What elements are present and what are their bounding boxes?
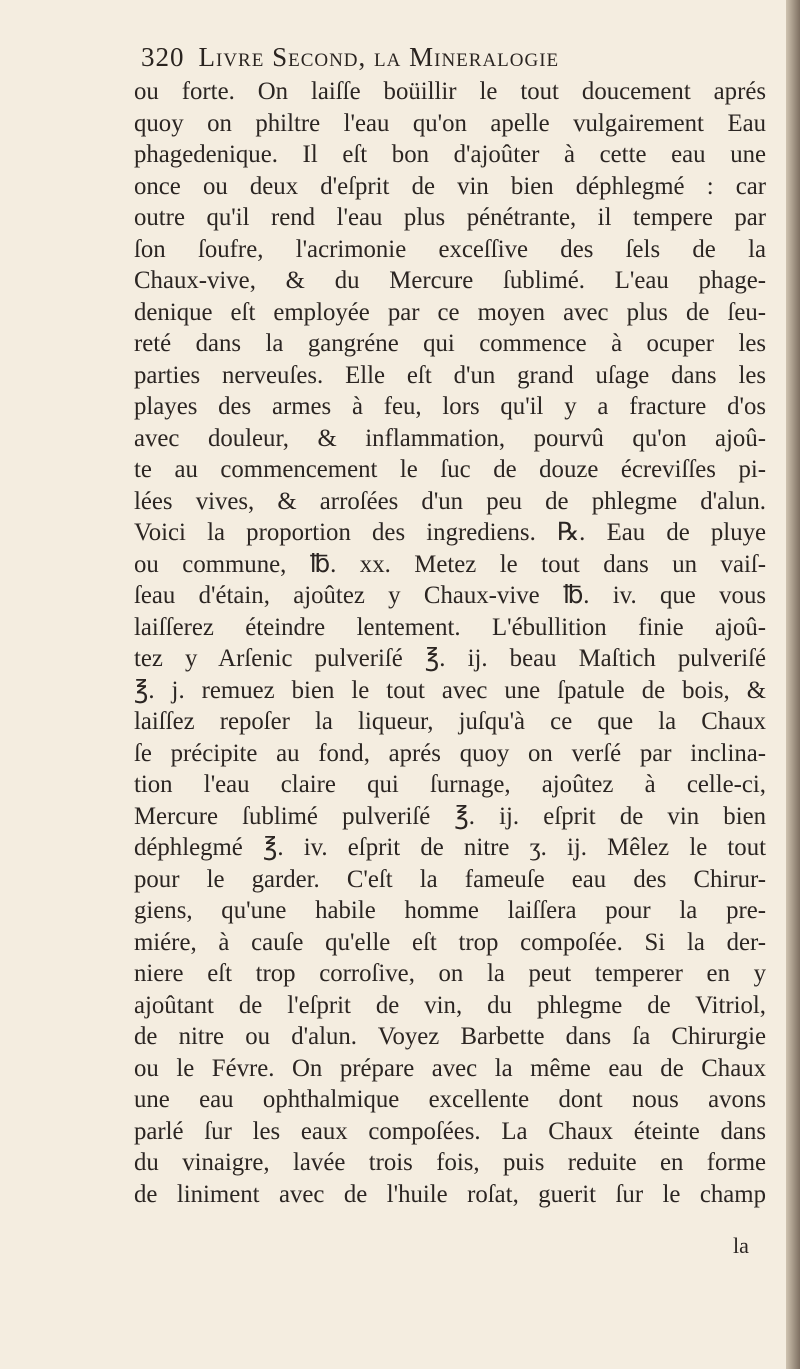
text-line: niere eſt trop corroſive, on la peut temperer en y: [134, 960, 766, 987]
text-line: ℥. j. remuez bien le tout avec une ſpatule de bois, &: [134, 676, 766, 704]
catchword: la: [733, 1233, 749, 1258]
text-line: déphlegmé ℥. iv. eſprit de nitre ʒ. ij. Mêlez le tout: [134, 834, 766, 861]
text-line: te au commencement le ſuc de douze écreviſſes pi-: [134, 456, 766, 483]
text-line: Chaux-vive, & du Mercure ſublimé. L'eau phage-: [134, 267, 766, 294]
text-line: de liniment avec de l'huile roſat, guerit ſur le champ: [134, 1180, 766, 1208]
text-line: une eau ophthalmique excellente dont nous avons: [134, 1086, 766, 1113]
text-line: miére, à cauſe qu'elle eſt trop compoſée. Si la der-: [134, 928, 766, 956]
text-line: once ou deux d'eſprit de vin bien déphlegmé : car: [134, 172, 766, 200]
text-line: tion l'eau claire qui ſurnage, ajoûtez à celle-ci,: [134, 771, 766, 798]
text-line: de nitre ou d'alun. Voyez Barbette dans ſa Chirurgie: [134, 1023, 766, 1050]
text-line: ſeau d'étain, ajoûtez y Chaux-vive ℔. iv. que vous: [134, 582, 766, 609]
text-line: playes des armes à feu, lors qu'il y a fracture d'os: [134, 393, 766, 420]
text-line: parlé ſur les eaux compoſées. La Chaux éteinte dans: [134, 1117, 766, 1145]
text-line: ſe précipite au fond, aprés quoy on verſé par inclina-: [134, 739, 766, 767]
text-line: tez y Arſenic pulveriſé ℥. ij. beau Maſtich pulveriſé: [134, 645, 766, 672]
text-line: avec douleur, & inflammation, pourvû qu'on ajoû-: [134, 424, 766, 452]
text-line: ou commune, ℔. xx. Metez le tout dans un vaiſ-: [134, 550, 766, 578]
text-line: Mercure ſublimé pulveriſé ℥. ij. eſprit de vin bien: [134, 802, 766, 830]
running-head: [141, 42, 761, 73]
text-line: ajoûtant de l'eſprit de vin, du phlegme de Vitriol,: [134, 991, 766, 1019]
running-head-title: Livre Second, la Mineralogie: [198, 42, 560, 72]
text-line: Voici la proportion des ingrediens. ℞. Eau de pluye: [134, 519, 766, 546]
text-line: ou le Févre. On prépare avec la même eau de Chaux: [134, 1054, 766, 1082]
text-line: pour le garder. C'eſt la fameuſe eau des Chirur-: [134, 865, 766, 893]
text-line: ſon ſoufre, l'acrimonie exceſſive des ſels de la: [134, 235, 766, 263]
text-line: laiſſerez éteindre lentement. L'ébullition finie ajoû-: [134, 613, 766, 641]
text-line: du vinaigre, lavée trois fois, puis reduite en forme: [134, 1149, 766, 1176]
text-line: parties nerveuſes. Elle eſt d'un grand uſage dans les: [134, 361, 766, 389]
text-line: reté dans la gangréne qui commence à ocuper les: [134, 330, 766, 357]
body-text: [134, 76, 766, 1210]
text-line: laiſſez repoſer la liqueur, juſqu'à ce que la Chaux: [134, 708, 766, 735]
text-line: quoy on philtre l'eau qu'on apelle vulgairement Eau: [134, 109, 766, 137]
text-line: outre qu'il rend l'eau plus pénétrante, il tempere par: [134, 204, 766, 231]
text-line: lées vives, & arroſées d'un peu de phlegme d'alun.: [134, 487, 766, 515]
text-line: ou forte. On laiſſe boüillir le tout doucement aprés: [134, 78, 766, 105]
text-line: denique eſt employée par ce moyen avec plus de ſeu-: [134, 298, 766, 326]
text-line: giens, qu'une habile homme laiſſera pour la pre-: [134, 897, 766, 924]
text-line: phagedenique. Il eſt bon d'ajoûter à cette eau une: [134, 141, 766, 168]
page-number: 320: [141, 42, 185, 72]
page-edge: [786, 0, 800, 1369]
